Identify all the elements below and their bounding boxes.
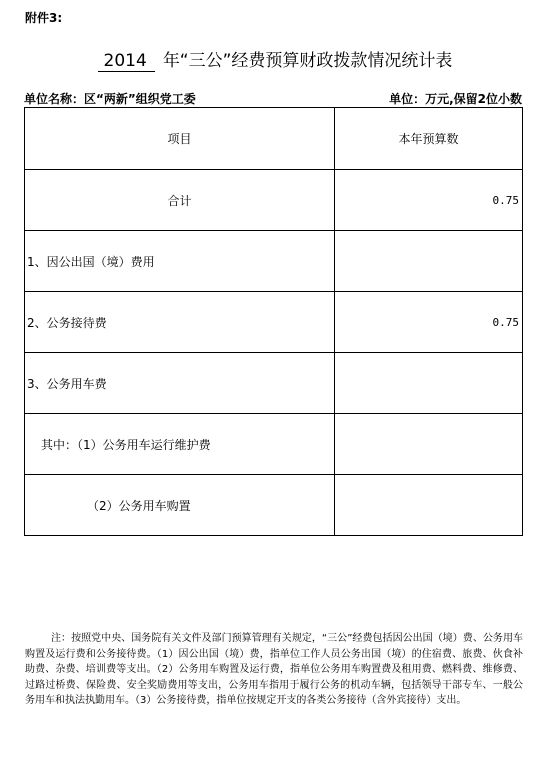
table-row: [25, 170, 523, 231]
row-label: 合计: [25, 170, 335, 231]
footnote: 注：按照党中央、国务院有关文件及部门预算管理有关规定，“三公”经费包括因公出国（境）费、公务用车购置及运行费和公务接待费。（1）因公出国（境）费，指单位工作人员公务出国（境）的住宿费、旅费、伙食补助费、杂费、培训费等支出。（2）公务用车购置及运行费，指单位公务用车购置费及租用费、燃料费、维修费、过路过桥费、保险费、安全奖励费用等支出，公务用车指用于履行公务的机动车辆，包括领导干部专车、一般公务用车和执法执勤用车。（3）公务接待费，指单位按规定开支的各类公务接待（含外宾接待）支出。: [25, 633, 523, 706]
header-budget: 本年预算数: [335, 108, 523, 170]
row-value: [335, 414, 523, 475]
budget-table: [24, 107, 523, 536]
row-label: 3、公务用车费: [25, 353, 335, 414]
table-row: [25, 353, 523, 414]
table-row: [25, 475, 523, 536]
title-text: 年“三公”经费预算财政拨款情况统计表: [162, 51, 453, 71]
row-label: 其中：（1）公务用车运行维护费: [25, 414, 335, 475]
row-value: 0.75: [335, 170, 523, 231]
row-value: [335, 231, 523, 292]
title-year: 2014: [98, 51, 155, 72]
table-row: [25, 292, 523, 353]
header-item: 项目: [25, 108, 335, 170]
attachment-label: 附件3:: [25, 11, 63, 25]
table-header-row: [25, 108, 523, 170]
row-value: 0.75: [335, 292, 523, 353]
table-row: [25, 231, 523, 292]
unit-name: 单位名称：区“两新”组织党工委: [24, 92, 196, 106]
row-value: [335, 475, 523, 536]
row-value: [335, 353, 523, 414]
row-label: （2）公务用车购置: [25, 475, 335, 536]
page-title: [0, 46, 550, 72]
unit-desc: 单位：万元,保留2位小数: [389, 92, 522, 106]
row-label: 2、公务接待费: [25, 292, 335, 353]
table-row: [25, 414, 523, 475]
row-label: 1、因公出国（境）费用: [25, 231, 335, 292]
